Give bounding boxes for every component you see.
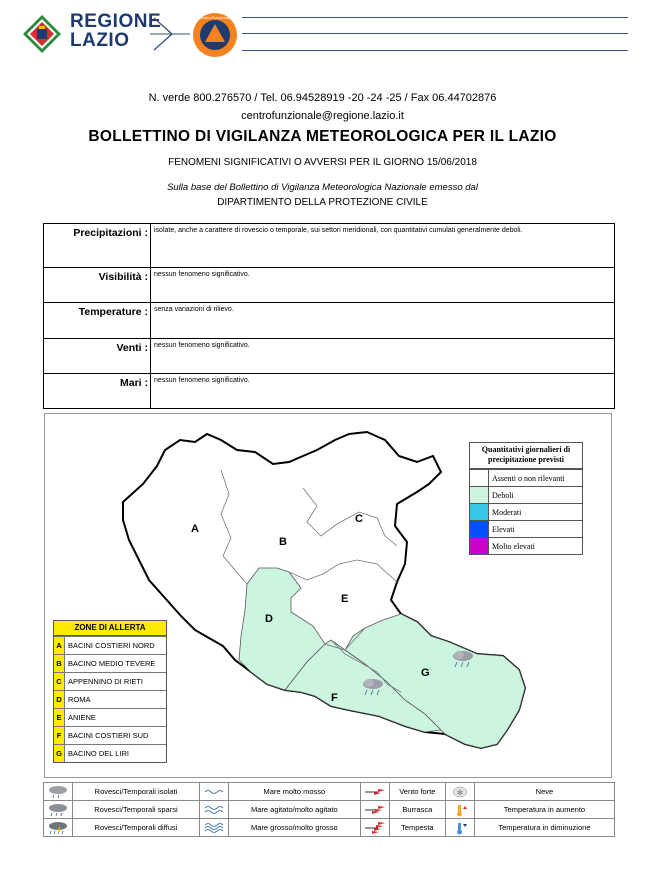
scattered-showers-icon [44, 801, 73, 819]
phenomenon-label: Visibilità : [44, 268, 151, 303]
symbol-label: Temperatura in diminuzione [474, 819, 614, 837]
legend-row [470, 469, 582, 486]
phenomenon-label: Mari : [44, 374, 151, 409]
symbol-label: Mare grosso/molto grosso [228, 819, 360, 837]
alert-zone-name: BACINO MEDIO TEVERE [68, 659, 156, 668]
alert-zone-code: C [54, 673, 65, 690]
brand-line-1: REGIONE [70, 11, 162, 32]
symbols-legend-table [43, 782, 615, 837]
zone-label-f: F [331, 692, 338, 704]
legend-label: Deboli [492, 490, 514, 500]
symbol-label: Rovesci/Temporali sparsi [73, 801, 200, 819]
alert-zone-code: D [54, 691, 65, 708]
header-slash-decoration [150, 14, 192, 54]
alert-zone-code: G [54, 745, 65, 762]
header-rule-2 [242, 33, 628, 34]
precipitation-legend [469, 442, 583, 555]
alert-zones-table [53, 620, 167, 763]
phenomenon-text: senza variazioni di rilievo. [151, 303, 615, 339]
header-rule-3 [242, 50, 628, 51]
alert-zone-code: A [54, 637, 65, 654]
legend-row [470, 520, 582, 537]
legend-swatch [470, 521, 489, 537]
temperature-down-icon [445, 819, 474, 837]
agitated-sea-icon [199, 801, 228, 819]
symbol-label: Temperatura in aumento [474, 801, 614, 819]
legend-swatch [470, 487, 489, 503]
zone-label-g: G [421, 667, 430, 679]
zone-label-d: D [265, 613, 273, 625]
phenomena-row [44, 303, 615, 339]
legend-row [470, 503, 582, 520]
legend-row [470, 537, 582, 554]
svg-text:✻: ✻ [456, 789, 463, 797]
alert-zone-code: B [54, 655, 65, 672]
phenomena-table [43, 223, 615, 409]
phenomenon-text: isolate, anche a carattere di rovescio o temporale, sui settori meridionali, con quantitativi cumulati generalmente deboli. [151, 224, 615, 268]
brand-name [70, 12, 161, 50]
phenomena-row [44, 268, 615, 303]
legend-row [470, 486, 582, 503]
legend-swatch [470, 470, 489, 486]
phenomenon-text: nessun fenomeno significativo. [151, 374, 615, 409]
alert-zone-row [54, 636, 166, 654]
alert-zone-row [54, 672, 166, 690]
regione-lazio-logo [22, 14, 62, 54]
phenomenon-label: Temperature : [44, 303, 151, 339]
legend-label: Assenti o non rilevanti [492, 473, 565, 483]
alert-zone-code: F [54, 727, 65, 744]
high-sea-icon [199, 819, 228, 837]
alert-zone-name: ANIENE [68, 713, 96, 722]
zone-label-e: E [341, 593, 349, 605]
strong-wind-icon [360, 783, 389, 801]
legend-swatch [470, 538, 489, 554]
symbol-label: Burrasca [389, 801, 445, 819]
symbol-label: Mare agitato/molto agitato [228, 801, 360, 819]
storm-icon [360, 819, 389, 837]
alert-zone-code: E [54, 709, 65, 726]
alert-zone-row [54, 654, 166, 672]
zone-label-c: C [355, 513, 363, 525]
symbol-label: Vento forte [389, 783, 445, 801]
legend-label: Moderati [492, 507, 522, 517]
symbol-label: Mare molto mosso [228, 783, 360, 801]
bulletin-basis: Sulla base del Bollettino di Vigilanza Meteorologica Nazionale emesso dal [167, 182, 478, 193]
rough-sea-icon [199, 783, 228, 801]
alert-zone-name: BACINO DEL LIRI [68, 749, 129, 758]
bulletin-title: BOLLETTINO DI VIGILANZA METEOROLOGICA PER IL LAZIO [88, 128, 557, 145]
phenomena-row [44, 374, 615, 409]
precipitation-legend-title: Quantitativi giornalieri di precipitazione previsti [470, 443, 582, 469]
phenomenon-label: Precipitazioni : [44, 224, 151, 268]
symbol-label: Neve [474, 783, 614, 801]
symbols-row [44, 819, 615, 837]
bulletin-subtitle: FENOMENI SIGNIFICATIVI O AVVERSI PER IL GIORNO 15/06/2018 [168, 157, 477, 168]
contact-phones: N. verde 800.276570 / Tel. 06.94528919 -20 -24 -25 / Fax 06.44702876 [148, 92, 497, 104]
pc-logo-text: Centro Funzionale [198, 15, 232, 20]
symbols-row [44, 801, 615, 819]
alert-zones-title: ZONE DI ALLERTA [54, 621, 166, 636]
symbol-label: Rovesci/Temporali diffusi [73, 819, 200, 837]
alert-zone-row [54, 744, 166, 762]
phenomenon-text: nessun fenomeno significativo. [151, 268, 615, 303]
legend-swatch [470, 504, 489, 520]
protezione-civile-logo [192, 12, 238, 58]
phenomena-row [44, 224, 615, 268]
zone-label-b: B [279, 536, 287, 548]
legend-label: Elevati [492, 524, 515, 534]
isolated-showers-icon [44, 783, 73, 801]
temperature-up-icon [445, 801, 474, 819]
zone-label-a: A [191, 523, 199, 535]
alert-zone-name: BACINI COSTIERI NORD [68, 641, 155, 650]
legend-label: Molto elevati [492, 541, 535, 551]
alert-zone-name: APPENNINO DI RIETI [68, 677, 144, 686]
gale-icon [360, 801, 389, 819]
phenomena-row [44, 339, 615, 374]
phenomenon-label: Venti : [44, 339, 151, 374]
alert-zone-row [54, 708, 166, 726]
forecast-map [44, 413, 612, 778]
header-rule-1 [242, 17, 628, 18]
alert-zone-name: BACINI COSTIERI SUD [68, 731, 149, 740]
alert-zone-name: ROMA [68, 695, 91, 704]
contact-email[interactable]: centrofunzionale@regione.lazio.it [241, 110, 404, 122]
symbols-row [44, 783, 615, 801]
symbol-label: Tempesta [389, 819, 445, 837]
brand-line-2: LAZIO [70, 30, 130, 51]
symbol-label: Rovesci/Temporali isolati [73, 783, 200, 801]
issuing-department: DIPARTIMENTO DELLA PROTEZIONE CIVILE [217, 197, 428, 208]
widespread-showers-icon [44, 819, 73, 837]
alert-zone-row [54, 690, 166, 708]
phenomenon-text: nessun fenomeno significativo. [151, 339, 615, 374]
alert-zone-row [54, 726, 166, 744]
snow-icon [445, 783, 474, 801]
